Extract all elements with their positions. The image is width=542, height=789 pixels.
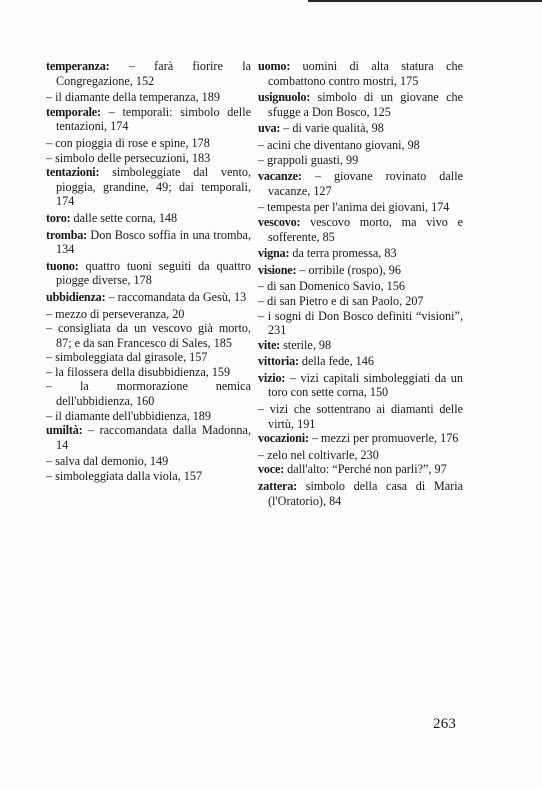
entry-heading <box>258 59 463 88</box>
entry-text: uomini di alta statura che combattono contro mostri, 175 <box>268 59 463 88</box>
entry-term: tentazioni: <box>46 165 100 180</box>
index-entry <box>258 90 463 119</box>
entry-text: della fede, 146 <box>298 354 374 369</box>
entry-term: visione: <box>258 262 297 277</box>
entry-text: – raccomandata dalla Madonna, 14 <box>56 423 251 452</box>
index-entry <box>46 290 251 423</box>
entry-heading <box>46 105 251 134</box>
entry-term: vigna: <box>258 246 290 261</box>
entry-term: uva: <box>258 121 281 136</box>
entry-subentry: – i sogni di Don Bosco definiti “visioni”, 231 <box>258 309 463 338</box>
entry-text: da terra promessa, 83 <box>289 246 397 261</box>
entry-heading <box>46 228 251 257</box>
entry-heading <box>258 169 463 198</box>
entry-subentry: – simboleggiata dal girasole, 157 <box>46 350 251 365</box>
entry-term: temperanza: <box>46 59 110 73</box>
index-entry <box>258 479 463 508</box>
entry-text: – vizi capitali simboleggiati da un toro con sette corna, 150 <box>268 370 463 400</box>
entry-subentry: – grappoli guasti, 99 <box>258 153 463 168</box>
index-entry <box>258 169 463 215</box>
entry-heading <box>46 211 251 226</box>
entry-subentry: – simboleggiata dalla viola, 157 <box>46 469 251 484</box>
entry-term: vizio: <box>258 370 286 385</box>
index-entry <box>46 165 251 209</box>
entry-text: – giovane rovinato dalle vacanze, 127 <box>268 169 463 198</box>
entry-subentry: – tempesta per l'anima dei giovani, 174 <box>258 200 463 215</box>
entry-term: vocazioni: <box>258 431 309 446</box>
index-entry <box>258 371 463 431</box>
entry-text: – orribile (rospo), 96 <box>296 262 401 277</box>
entry-text: – mezzi per promuoverle, 176 <box>308 431 459 446</box>
entry-heading <box>46 165 251 209</box>
entry-term: tuono: <box>46 258 79 273</box>
entry-term: temporale: <box>46 104 101 119</box>
page-number: 263 <box>433 716 457 732</box>
entry-subentry: – zelo nel coltivarle, 230 <box>258 448 463 463</box>
index-entry <box>46 211 251 226</box>
entry-heading <box>46 59 251 88</box>
index-entry <box>258 215 463 244</box>
index-entry <box>46 105 251 165</box>
entry-heading <box>258 338 463 353</box>
index-entry <box>258 121 463 167</box>
entry-subentry: – vizi che sottentrano ai diamanti delle virtù, 191 <box>258 402 463 431</box>
entry-text: simboleggiate dal vento, pioggia, grandine, 49; dai temporali, 174 <box>56 165 251 209</box>
entry-term: toro: <box>46 210 71 225</box>
index-entry <box>46 259 251 288</box>
entry-text: simbolo della casa di Maria (l'Oratorio), 84 <box>268 479 463 508</box>
entry-heading <box>258 354 463 369</box>
index-entry <box>258 246 463 261</box>
entry-term: vacanze: <box>258 169 302 184</box>
entry-heading <box>258 215 463 244</box>
entry-subentry: – il diamante della temperanza, 189 <box>46 90 251 105</box>
entry-text: dalle sette corna, 148 <box>70 210 178 225</box>
entry-text: sterile, 98 <box>280 337 332 352</box>
entry-text: – farà fiorire la Congregazione, 152 <box>56 59 251 88</box>
entry-text: simbolo di un giovane che sfugge a Don Bosco, 125 <box>268 90 463 119</box>
entry-subentry: – di san Domenico Savio, 156 <box>258 279 463 294</box>
entry-subentry: – con pioggia di rose e spine, 178 <box>46 136 251 151</box>
index-entry <box>258 338 463 353</box>
entry-term: umiltà: <box>46 423 83 438</box>
entry-term: uomo: <box>258 59 291 73</box>
entry-heading <box>46 259 251 288</box>
entry-subentry: – salva dal demonio, 149 <box>46 454 251 469</box>
entry-text: – di varie qualità, 98 <box>280 121 384 136</box>
entry-term: usignuolo: <box>258 90 311 105</box>
entry-text: vescovo morto, ma vivo e sofferente, 85 <box>268 214 463 244</box>
entry-heading <box>258 371 463 400</box>
entry-term: vittoria: <box>258 354 299 369</box>
entry-heading <box>258 246 463 261</box>
entry-heading <box>258 431 463 446</box>
index-entry <box>258 59 463 88</box>
index-entry <box>46 423 251 483</box>
index-entry <box>258 462 463 477</box>
index-column-left <box>46 59 251 484</box>
entry-heading <box>258 479 463 508</box>
entry-text: – raccomandata da Gesù, 13 <box>105 289 247 304</box>
top-rule <box>308 0 542 2</box>
entry-text: Don Bosco soffia in una tromba, 134 <box>56 227 251 257</box>
entry-term: tromba: <box>46 227 88 242</box>
entry-text: dall'alto: “Perché non parli?”, 97 <box>284 462 447 477</box>
entry-text: quattro tuoni seguiti da quattro piogge diverse, 178 <box>56 258 251 288</box>
entry-heading <box>46 423 251 452</box>
entry-term: vite: <box>258 337 281 352</box>
entry-heading <box>258 263 463 278</box>
entry-term: vescovo: <box>258 214 301 229</box>
entry-subentry: – di san Pietro e di san Paolo, 207 <box>258 294 463 309</box>
entry-term: ubbidienza: <box>46 289 106 304</box>
index-entry <box>258 431 463 462</box>
entry-term: voce: <box>258 462 285 477</box>
entry-term: zattera: <box>258 479 297 494</box>
entry-subentry: – il diamante dell'ubbidienza, 189 <box>46 409 251 424</box>
entry-text: – temporali: simbolo delle tentazioni, 174 <box>56 104 251 134</box>
entry-subentry: – la mormorazione nemica dell'ubbidienza, 160 <box>46 379 251 408</box>
entry-heading <box>46 290 251 305</box>
entry-subentry: – consigliata da un vescovo già morto, 87; e da san Francesco di Sales, 185 <box>46 321 251 350</box>
entry-heading <box>258 121 463 136</box>
entry-subentry: – mezzo di perseveranza, 20 <box>46 307 251 322</box>
index-entry <box>46 59 251 105</box>
entry-subentry: – la filossera della disubbidienza, 159 <box>46 365 251 380</box>
index-column-right <box>258 59 463 510</box>
entry-subentry: – simbolo delle persecuzioni, 183 <box>46 151 251 166</box>
index-entry <box>46 228 251 257</box>
index-entry <box>258 354 463 369</box>
index-entry <box>258 263 463 338</box>
entry-subentry: – acini che diventano giovani, 98 <box>258 138 463 153</box>
entry-heading <box>258 90 463 119</box>
entry-heading <box>258 462 463 477</box>
